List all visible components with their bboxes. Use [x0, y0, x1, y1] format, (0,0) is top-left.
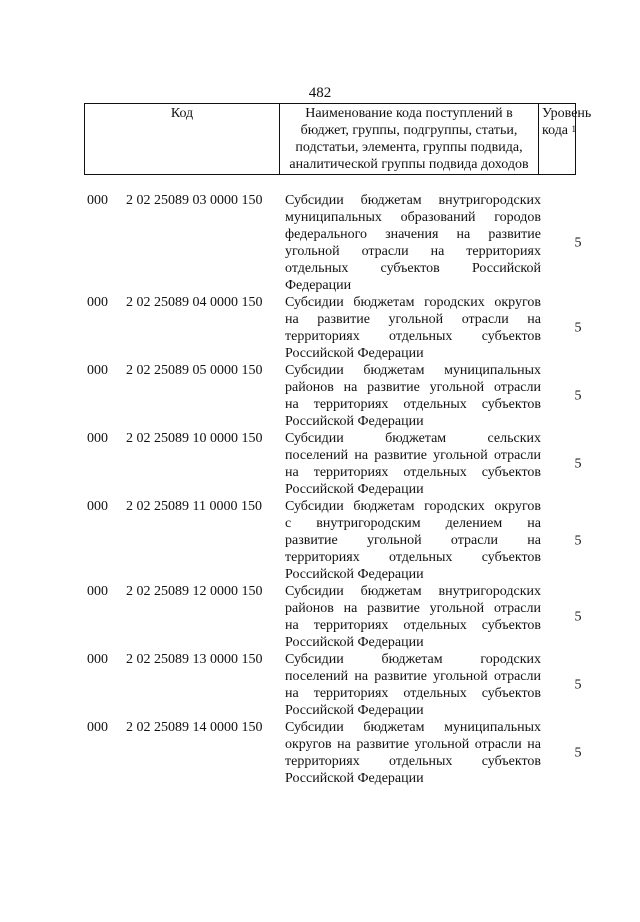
table-header: [84, 103, 592, 175]
description-line: на территориях отдельных субъектов: [285, 618, 541, 633]
description-line: на территориях отдельных субъектов: [285, 397, 541, 412]
description-line: Субсидии бюджетам сельских: [285, 431, 541, 446]
table-row: [0, 294, 640, 362]
description-line: районов на развитие угольной отрасли: [285, 380, 541, 395]
description-line: Российской Федерации: [285, 346, 424, 361]
description-line: Российской Федерации: [285, 567, 424, 582]
revenue-description: [285, 651, 541, 719]
header-name-line: бюджет, группы, подгруппы, статьи,: [300, 123, 518, 138]
description-line: территориях отдельных субъектов: [285, 550, 541, 565]
description-line: угольной отрасли на территориях: [285, 244, 541, 259]
table-row: [0, 362, 640, 430]
header-kod: Код: [85, 104, 280, 175]
description-line: на территориях отдельных субъектов: [285, 465, 541, 480]
revenue-description: [285, 498, 541, 583]
revenue-description: [285, 719, 541, 787]
description-line: на развитие угольной отрасли на: [285, 312, 541, 327]
header-level-line: [542, 122, 577, 139]
table-body: [0, 192, 640, 787]
description-line: Субсидии бюджетам городских округов: [285, 499, 541, 514]
table-row: [0, 651, 640, 719]
revenue-description: [285, 362, 541, 430]
description-line: развитие угольной отрасли на: [285, 533, 541, 548]
description-line: Субсидии бюджетам городских: [285, 652, 541, 667]
header-name-line: аналитической группы подвида доходов: [289, 157, 529, 172]
table-row: [0, 583, 640, 651]
footnote-marker: 1: [571, 124, 577, 134]
admin-code: 000: [87, 295, 108, 310]
description-line: Федерации: [285, 278, 352, 293]
description-line: Субсидии бюджетам муниципальных: [285, 363, 541, 378]
description-line: Российской Федерации: [285, 635, 424, 650]
code-level: 5: [574, 533, 582, 548]
table-row: [0, 192, 640, 294]
header-level-word: кода: [542, 123, 569, 138]
table-row: [0, 498, 640, 583]
description-line: Субсидии бюджетам городских округов: [285, 295, 541, 310]
description-line: с внутригородским делением на: [285, 516, 541, 531]
revenue-code: 2 02 25089 13 0000 150: [126, 652, 263, 667]
code-level: 5: [574, 677, 582, 693]
code-level: 5: [574, 388, 582, 404]
code-level: 5: [574, 320, 582, 336]
revenue-code: 2 02 25089 11 0000 150: [126, 499, 262, 514]
description-line: поселений на развитие угольной отрасли: [285, 448, 541, 463]
revenue-description: [285, 294, 541, 362]
description-line: Субсидии бюджетам муниципальных: [285, 720, 541, 735]
description-line: округов на развитие угольной отрасли на: [285, 737, 541, 752]
revenue-code: 2 02 25089 12 0000 150: [126, 584, 263, 599]
admin-code: 000: [87, 363, 108, 378]
description-line: Субсидии бюджетам внутригородских: [285, 193, 541, 208]
description-line: Российской Федерации: [285, 414, 424, 429]
revenue-code: 2 02 25089 10 0000 150: [126, 431, 263, 446]
header-name-line: Наименование кода поступлений в: [305, 106, 513, 121]
description-line: на территориях отдельных субъектов: [285, 686, 541, 701]
description-line: территориях отдельных субъектов: [285, 754, 541, 769]
header-name-line: подстатьи, элемента, группы подвида,: [295, 140, 523, 155]
admin-code: 000: [87, 720, 108, 735]
header-level-line: Уровень: [542, 106, 592, 121]
description-line: федерального значения на развитие: [285, 227, 541, 242]
revenue-code: 2 02 25089 04 0000 150: [126, 295, 263, 310]
revenue-code: 2 02 25089 14 0000 150: [126, 720, 263, 735]
page-number: 482: [308, 85, 332, 101]
revenue-description: [285, 192, 541, 294]
table-row: [0, 719, 640, 787]
admin-code: 000: [87, 431, 108, 446]
code-level: 5: [574, 609, 582, 625]
code-level: 5: [574, 235, 582, 251]
revenue-code: 2 02 25089 03 0000 150: [126, 193, 263, 208]
description-line: районов на развитие угольной отрасли: [285, 601, 541, 616]
code-level: 5: [574, 456, 582, 472]
admin-code: 000: [87, 499, 108, 514]
description-line: поселений на развитие угольной отрасли: [285, 669, 541, 684]
revenue-description: [285, 430, 541, 498]
table-row: [0, 430, 640, 498]
code-level: 5: [574, 745, 582, 761]
header-level: [539, 104, 592, 175]
description-line: Российской Федерации: [285, 482, 424, 497]
description-line: муниципальных образований городов: [285, 210, 541, 225]
description-line: Российской Федерации: [285, 703, 424, 718]
admin-code: 000: [87, 652, 108, 667]
revenue-code: 2 02 25089 05 0000 150: [126, 363, 263, 378]
header-name: [280, 104, 539, 175]
description-line: Российской Федерации: [285, 771, 424, 786]
description-line: Субсидии бюджетам внутригородских: [285, 584, 541, 599]
description-line: территориях отдельных субъектов: [285, 329, 541, 344]
revenue-description: [285, 583, 541, 651]
admin-code: 000: [87, 584, 108, 599]
admin-code: 000: [87, 193, 108, 208]
description-line: отдельных субъектов Российской: [285, 261, 541, 276]
